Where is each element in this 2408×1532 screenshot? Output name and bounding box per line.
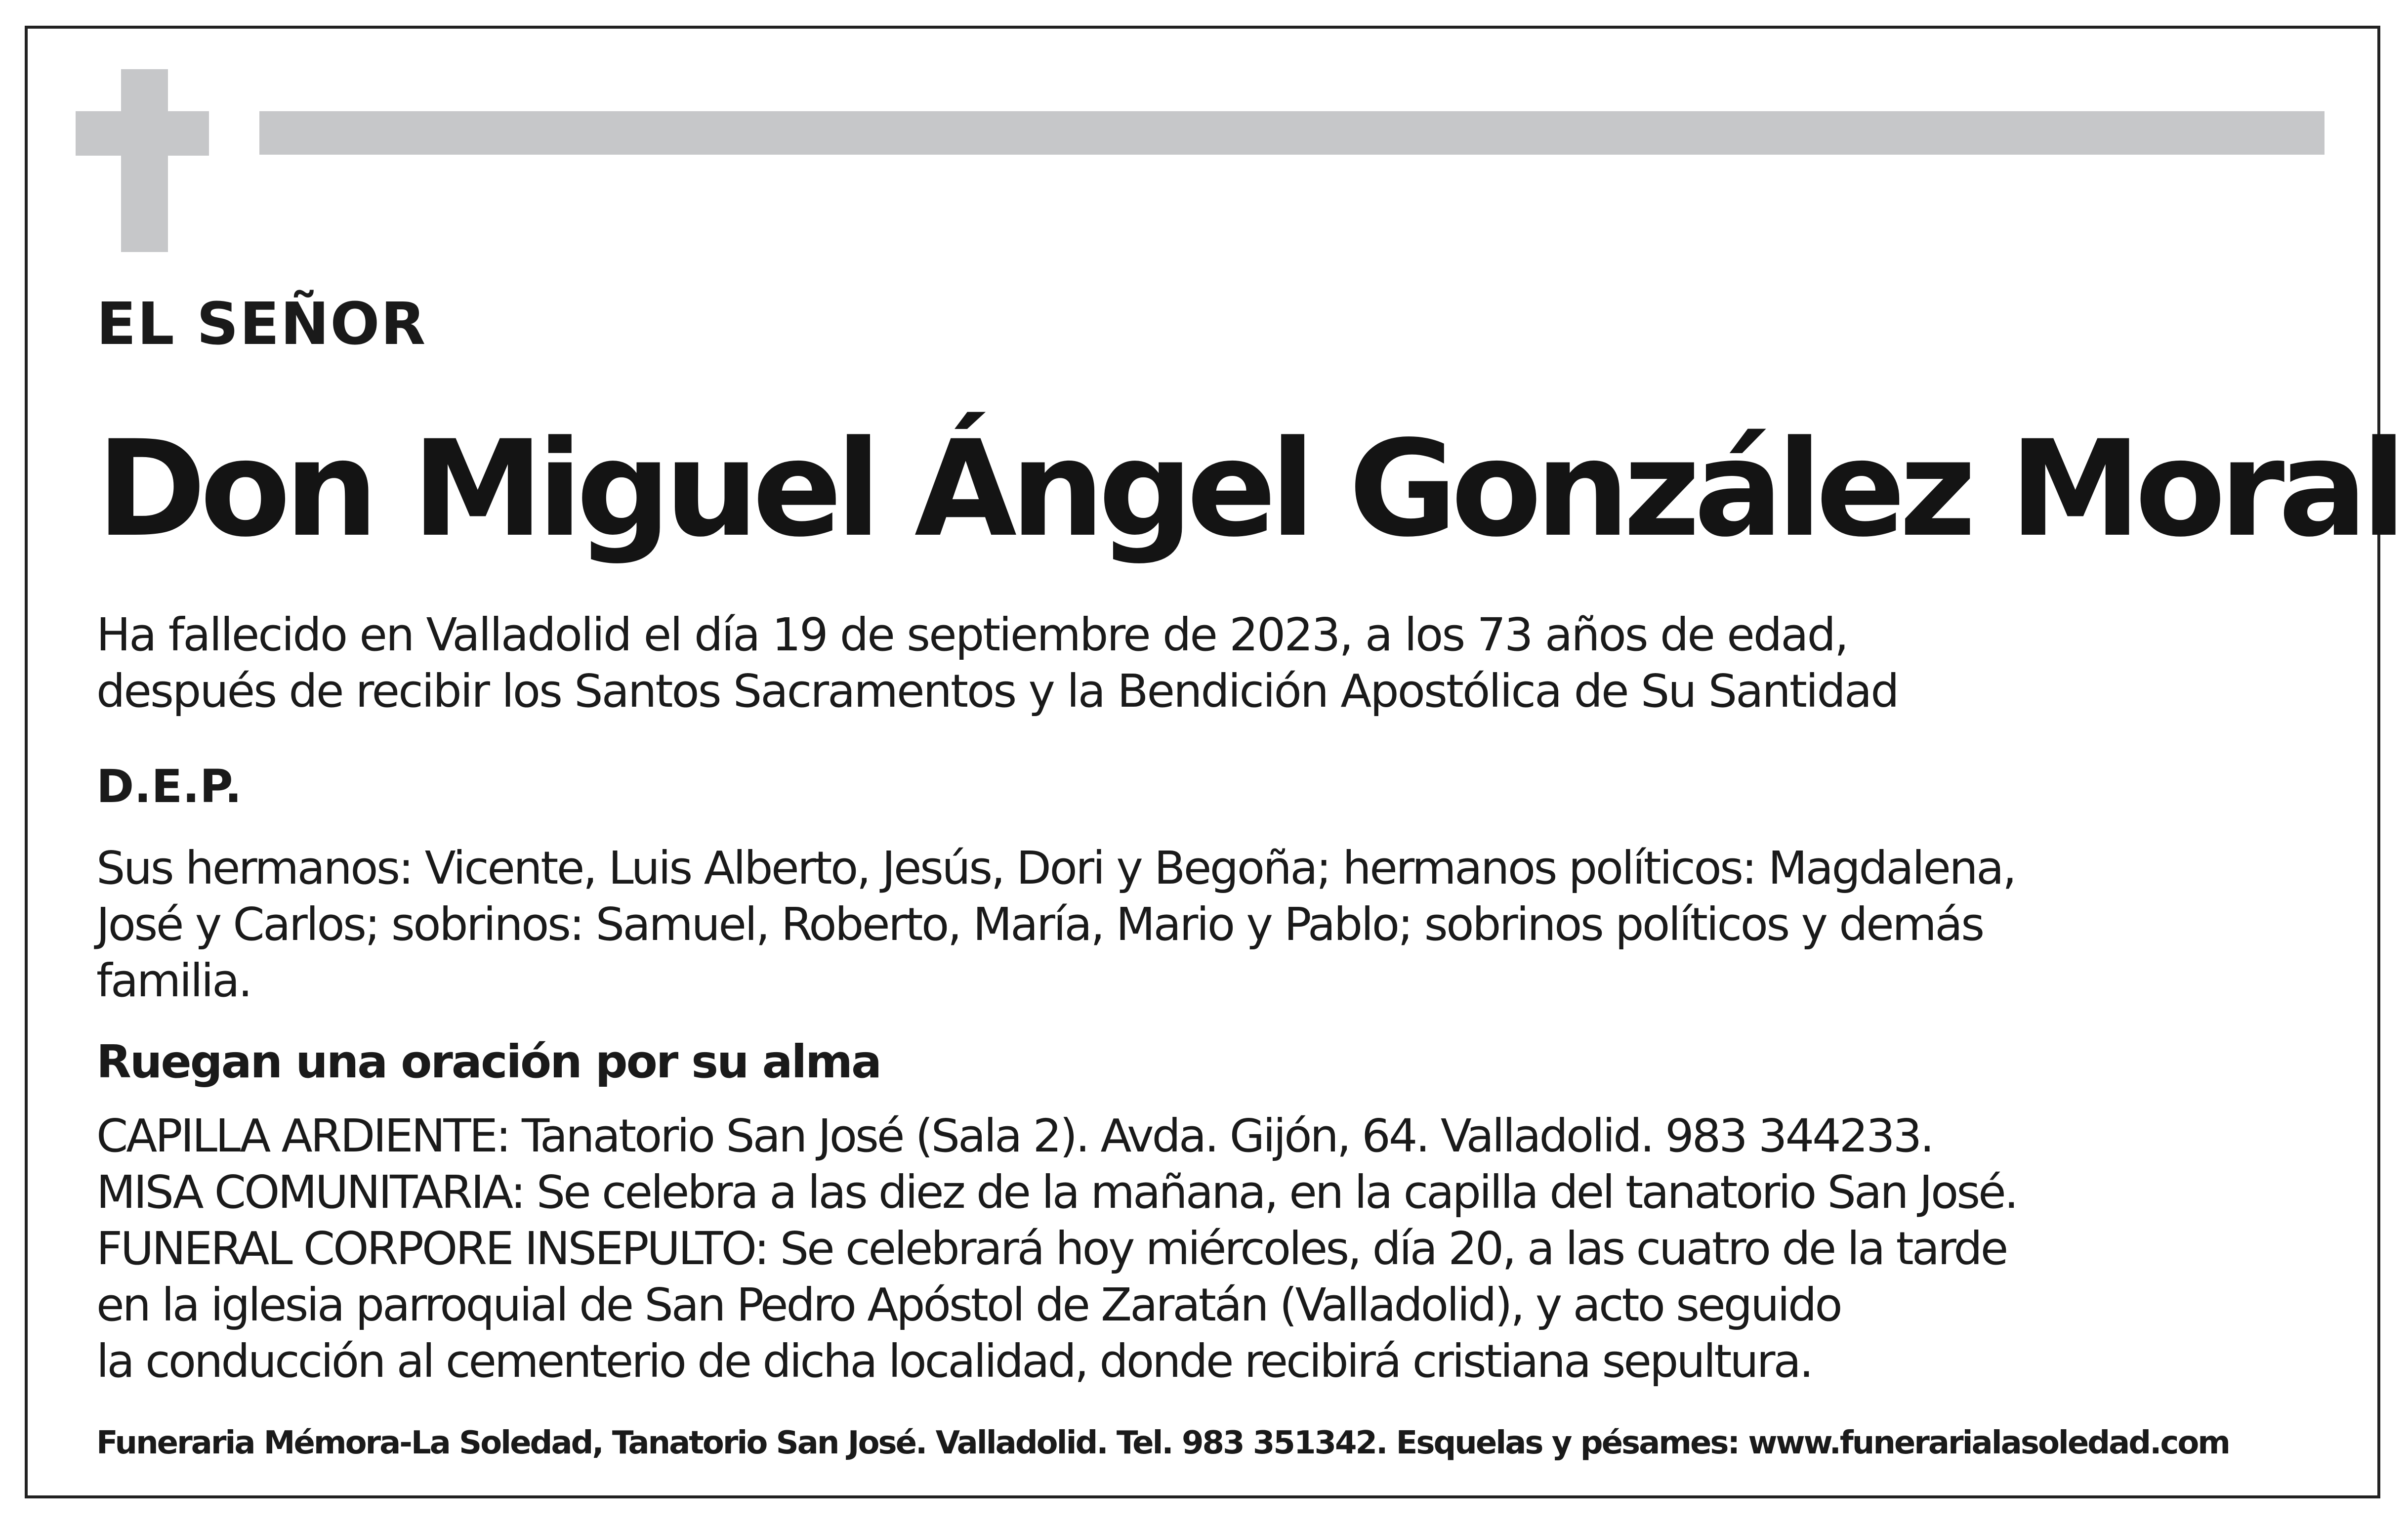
family-line: José y Carlos; sobrinos: Samuel, Roberto, María, Mario y Pablo; sobrinos políticos y demás: [96, 898, 1983, 951]
services-line: la conducción al cementerio de dicha localidad, donde recibirá cristiana sepultura.: [96, 1335, 1812, 1388]
services-line: MISA COMUNITARIA: Se celebra a las diez de la mañana, en la capilla del tanatorio San José.: [96, 1166, 2017, 1219]
funeral-home-footer: Funeraria Mémora-La Soledad, Tanatorio San José. Valladolid. Tel. 983 351342. Esquelas y pésames: www.funerarialasoledad.com: [96, 1425, 2229, 1461]
dep-heading: D.E.P.: [96, 760, 242, 813]
family-line: familia.: [96, 954, 251, 1007]
services-line: CAPILLA ARDIENTE: Tanatorio San José (Sala 2). Avda. Gijón, 64. Valladolid. 983 344233.: [96, 1109, 1933, 1162]
honorific: EL SEÑOR: [96, 290, 427, 358]
deceased-name: Don Miguel Ángel González Moral: [96, 412, 2401, 566]
announcement-line: Ha fallecido en Valladolid el día 19 de septiembre de 2023, a los 73 años de edad,: [96, 608, 1848, 661]
services-info: [96, 1108, 2017, 1390]
announcement: [96, 607, 1898, 720]
prayer-request: Ruegan una oración por su alma: [96, 1035, 881, 1088]
services-line: en la iglesia parroquial de San Pedro Apóstol de Zaratán (Valladolid), y acto seguido: [96, 1278, 1841, 1331]
cross-horizontal-bar: [76, 111, 209, 156]
family-list: [96, 840, 2015, 1009]
header-rule: [259, 111, 2325, 155]
announcement-line: después de recibir los Santos Sacramentos y la Bendición Apostólica de Su Santidad: [96, 665, 1898, 718]
services-line: FUNERAL CORPORE INSEPULTO: Se celebrará hoy miércoles, día 20, a las cuatro de la tarde: [96, 1222, 2007, 1275]
cross-vertical-bar: [121, 69, 168, 252]
family-line: Sus hermanos: Vicente, Luis Alberto, Jesús, Dori y Begoña; hermanos políticos: Magdalena,: [96, 842, 2015, 894]
